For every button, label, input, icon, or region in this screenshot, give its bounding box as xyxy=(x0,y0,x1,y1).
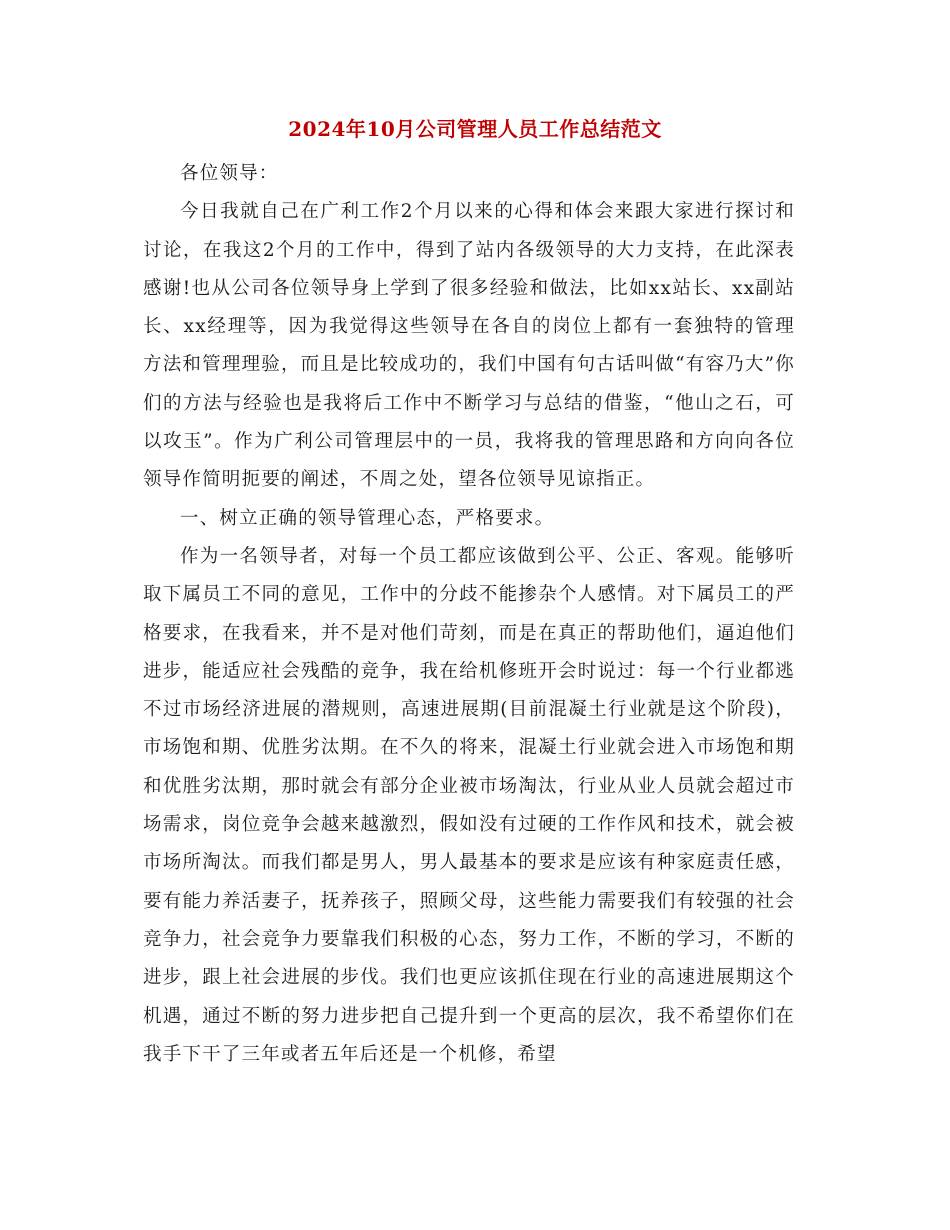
section-heading: 一、树立正确的领导管理心态，严格要求。 xyxy=(180,507,555,529)
document-body xyxy=(143,155,795,1074)
salutation-paragraph: 各位领导： xyxy=(180,163,279,184)
document-title: 2024年10月公司管理人员工作总结范文 xyxy=(288,117,662,141)
body-paragraph: 作为一名领导者，对每一个员工都应该做到公平、公正、客观。能够听取下属员工不同的意见，工作中的分歧不能掺杂个人感情。对下属员工的严格要求，在我看来，并不是对他们苛刻，而是在真正的帮助他们，逼迫他们进步，能适应社会残酷的竞争，我在给机修班开会时说过：每一个行业都逃不过市场经济进展的潜规则，高速进展期(目前混凝土行业就是这个阶段)，市场饱和期、优胜劣汰期。在不久的将来，混凝土行业就会进入市场饱和期和优胜劣汰期，那时就会有部分企业被市场淘汰，行业从业人员就会超过市场需求，岗位竞争会越来越激烈，假如没有过硬的工作作风和技术，就会被市场所淘汰。而我们都是男人，男人最基本的要求是应该有种家庭责任感，要有能力养活妻子，抚养孩子，照顾父母，这些能力需要我们有较强的社会竞争力，社会竞争力要靠我们积极的心态，努力工作，不断的学习，不断的进步，跟上社会进展的步伐。我们也更应该抓住现在行业的高速进展期这个机遇，通过不断的努力进步把自己提升到一个更高的层次，我不希望你们在我手下干了三年或者五年后还是一个机修，希望 xyxy=(143,545,795,1065)
body-paragraph: 今日我就自己在广利工作2个月以来的心得和体会来跟大家进行探讨和讨论，在我这2个月的工作中，得到了站内各级领导的大力支持，在此深表感谢!也从公司各位领导身上学到了很多经验和做法，比如xx站长、xx副站长、xx经理等，因为我觉得这些领导在各自的岗位上都有一套独特的管理方法和管理理验，而且是比较成功的，我们中国有句古话叫做“有容乃大”你们的方法与经验也是我将后工作中不断学习与总结的借鉴，“他山之石，可以攻玉”。作为广利公司管理层中的一员，我将我的管理思路和方向向各位领导作简明扼要的阐述，不周之处，望各位领导见谅指正。 xyxy=(143,201,795,491)
